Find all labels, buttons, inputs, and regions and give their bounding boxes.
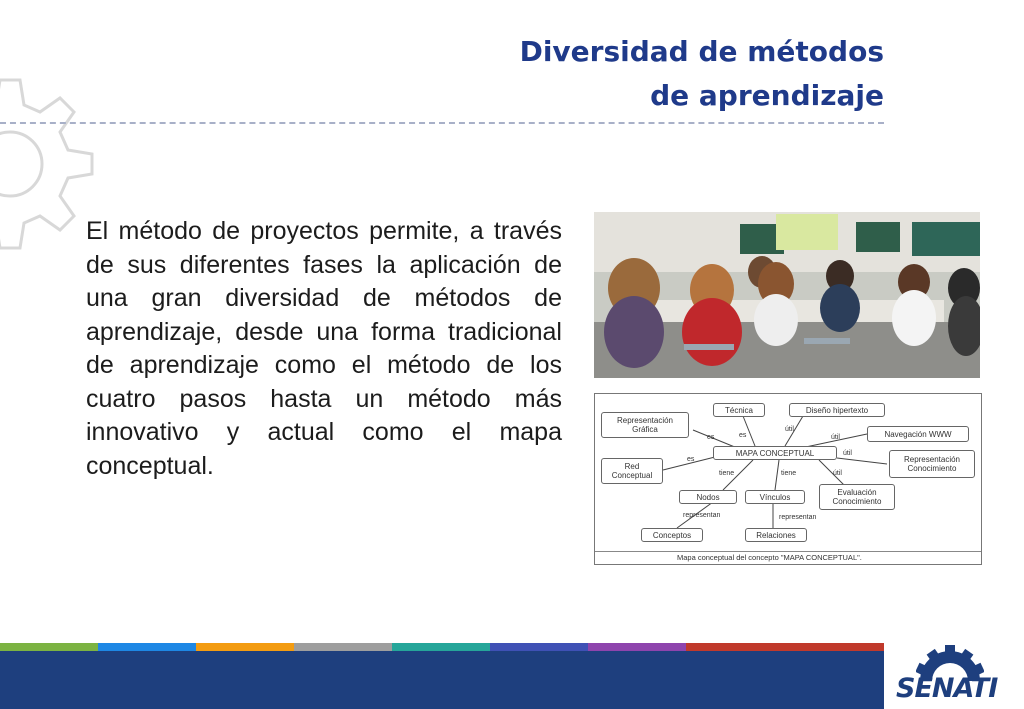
concept-map-diagram — [594, 393, 982, 565]
edge-label-util: útil — [833, 470, 842, 477]
edge-label-tiene: tiene — [719, 470, 735, 477]
gear-outline-icon — [0, 70, 100, 270]
node-evaluacion-conocimiento: Evaluación Conocimiento — [819, 484, 895, 510]
node-mapa-conceptual: MAPA CONCEPTUAL — [713, 446, 837, 460]
edge-label-es: es — [739, 432, 747, 439]
edge-label-es: es — [707, 434, 715, 441]
node-red-conceptual: Red Conceptual — [601, 458, 663, 484]
stripe-purple — [588, 643, 686, 651]
stripe-blue — [98, 643, 196, 651]
stripe-red — [686, 643, 884, 651]
edge-label-util: útil — [843, 450, 852, 457]
slide-title — [520, 30, 884, 118]
concept-map-caption: Mapa conceptual del concepto "MAPA CONCEPTUAL". — [595, 551, 981, 564]
edge-label-util: útil — [785, 426, 794, 433]
node-tecnica: Técnica — [713, 403, 765, 417]
node-representacion-grafica: Representación Gráfica — [601, 412, 689, 438]
node-vinculos: Vínculos — [745, 490, 805, 504]
stripe-orange — [196, 643, 294, 651]
title-line-1: Diversidad de métodos — [519, 35, 884, 68]
edge-label-es: es — [687, 456, 695, 463]
node-nodos: Nodos — [679, 490, 737, 504]
edge-label-representan: representan — [683, 512, 721, 519]
node-representacion-conocimiento: Representación Conocimiento — [889, 450, 975, 478]
footer-band — [0, 651, 884, 709]
node-conceptos: Conceptos — [641, 528, 703, 542]
node-diseno-hipertexto: Diseño hipertexto — [789, 403, 885, 417]
stripe-green — [0, 643, 98, 651]
node-navegacion-www: Navegación WWW — [867, 426, 969, 442]
classroom-photo — [594, 212, 980, 378]
stripe-indigo — [490, 643, 588, 651]
stripe-teal — [392, 643, 490, 651]
title-line-2: de aprendizaje — [650, 79, 884, 112]
edge-label-tiene: tiene — [781, 470, 797, 477]
edge-label-representan: representan — [779, 514, 817, 521]
node-relaciones: Relaciones — [745, 528, 807, 542]
title-divider — [0, 122, 884, 124]
senati-logo-text: SENATI — [896, 673, 998, 704]
senati-logo — [884, 643, 1024, 709]
body-paragraph: El método de proyectos permite, a través de sus diferentes fases la aplicación de una gran diversidad de métodos de aprendizaje, desde una forma tradicional de aprendizaje como el método de los cuatro pasos hasta un método más innovativo y actual como el mapa conceptual. — [86, 217, 562, 480]
edge-label-util: útil — [831, 434, 840, 441]
stripe-gray — [294, 643, 392, 651]
